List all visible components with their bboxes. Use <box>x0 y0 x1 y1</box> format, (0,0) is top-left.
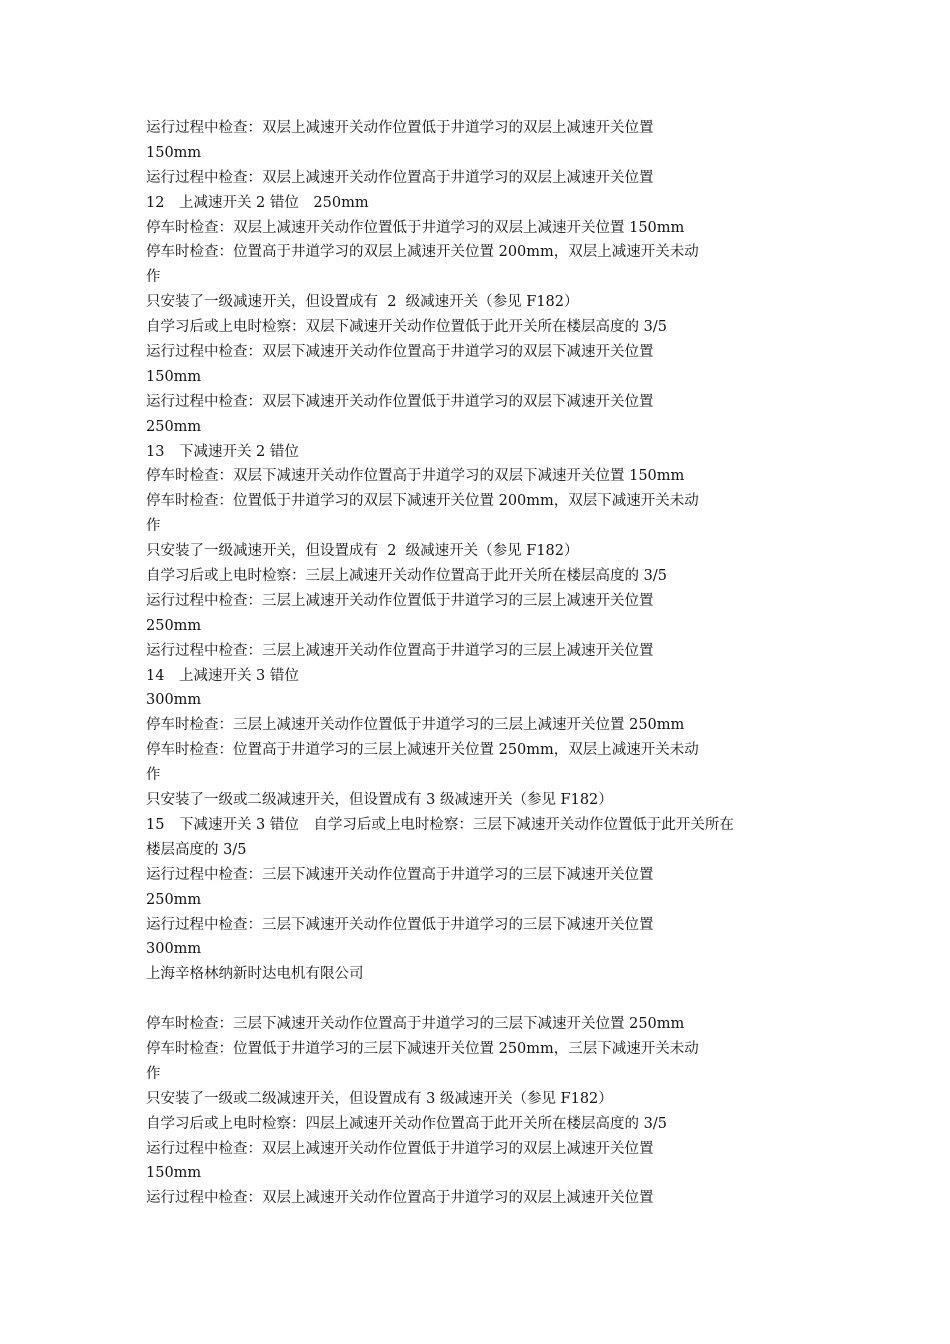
text-line: 停车时检查：位置高于井道学习的双层上减速开关位置 200mm，双层上减速开关未动 <box>146 244 699 261</box>
text-line: 15 下减速开关 3 错位 自学习后或上电时检察：三层下减速开关动作位置低于此开关所在 <box>146 816 734 833</box>
text-line: 12 上减速开关 2 错位 250mm <box>146 194 369 211</box>
text-line: 运行过程中检查：三层上减速开关动作位置高于井道学习的三层上减速开关位置 <box>146 642 654 659</box>
text-line: 作 <box>146 518 161 535</box>
text-line: 250mm <box>146 418 202 435</box>
text-line: 14 上减速开关 3 错位 <box>146 667 299 684</box>
text-line: 自学习后或上电时检察：双层下减速开关动作位置低于此开关所在楼层高度的 3/5 <box>146 319 667 336</box>
text-line: 150mm <box>146 1165 202 1182</box>
text-line: 运行过程中检查：双层上减速开关动作位置高于井道学习的双层上减速开关位置 <box>146 169 654 186</box>
text-line: 运行过程中检查：双层下减速开关动作位置低于井道学习的双层下减速开关位置 <box>146 393 654 410</box>
text-line: 运行过程中检查：双层下减速开关动作位置高于井道学习的双层下减速开关位置 <box>146 344 654 361</box>
text-line: 停车时检查：双层上减速开关动作位置低于井道学习的双层上减速开关位置 150mm <box>146 219 685 236</box>
text-line: 停车时检查：位置低于井道学习的三层下减速开关位置 250mm，三层下减速开关未动 <box>146 1040 699 1057</box>
document-body <box>146 116 866 1211</box>
text-line: 运行过程中检查：双层上减速开关动作位置低于井道学习的双层上减速开关位置 <box>146 1140 654 1157</box>
text-line: 只安装了一级或二级减速开关，但设置成有 3 级减速开关（参见 F182） <box>146 1090 613 1107</box>
text-line: 运行过程中检查：双层上减速开关动作位置低于井道学习的双层上减速开关位置 <box>146 120 654 136</box>
text-line: 运行过程中检查：三层下减速开关动作位置低于井道学习的三层下减速开关位置 <box>146 916 654 933</box>
text-line: 只安装了一级减速开关，但设置成有 2 级减速开关（参见 F182） <box>146 294 579 311</box>
text-line: 停车时检查：三层下减速开关动作位置高于井道学习的三层下减速开关位置 250mm <box>146 1016 685 1033</box>
blank-line <box>146 987 866 1012</box>
text-line: 停车时检查：位置低于井道学习的双层下减速开关位置 200mm，双层下减速开关未动 <box>146 493 699 510</box>
text-line: 楼层高度的 3/5 <box>146 841 247 858</box>
text-line: 停车时检查：位置高于井道学习的三层上减速开关位置 250mm，双层上减速开关未动 <box>146 742 699 759</box>
text-line: 作 <box>146 269 161 286</box>
text-line: 运行过程中检查：三层下减速开关动作位置高于井道学习的三层下减速开关位置 <box>146 866 654 883</box>
text-line: 停车时检查：双层下减速开关动作位置高于井道学习的双层下减速开关位置 150mm <box>146 468 685 485</box>
text-line: 150mm <box>146 144 202 161</box>
text-line: 只安装了一级或二级减速开关，但设置成有 3 级减速开关（参见 F182） <box>146 792 613 809</box>
text-line: 150mm <box>146 368 202 385</box>
text-line: 300mm <box>146 941 202 958</box>
text-line: 300mm <box>146 692 202 709</box>
text-line: 停车时检查：三层上减速开关动作位置低于井道学习的三层上减速开关位置 250mm <box>146 717 685 734</box>
text-line: 自学习后或上电时检察：四层上减速开关动作位置高于此开关所在楼层高度的 3/5 <box>146 1115 667 1132</box>
text-line: 作 <box>146 767 161 784</box>
company-name: 上海辛格林纳新时达电机有限公司 <box>146 966 364 983</box>
text-line: 250mm <box>146 891 202 908</box>
text-line: 只安装了一级减速开关，但设置成有 2 级减速开关（参见 F182） <box>146 543 579 560</box>
text-line: 自学习后或上电时检察：三层上减速开关动作位置高于此开关所在楼层高度的 3/5 <box>146 568 667 585</box>
text-line: 运行过程中检查：三层上减速开关动作位置低于井道学习的三层上减速开关位置 <box>146 592 654 609</box>
text-line: 作 <box>146 1065 161 1082</box>
text-line: 运行过程中检查：双层上减速开关动作位置高于井道学习的双层上减速开关位置 <box>146 1190 654 1207</box>
text-line: 250mm <box>146 617 202 634</box>
text-line: 13 下减速开关 2 错位 <box>146 443 299 460</box>
